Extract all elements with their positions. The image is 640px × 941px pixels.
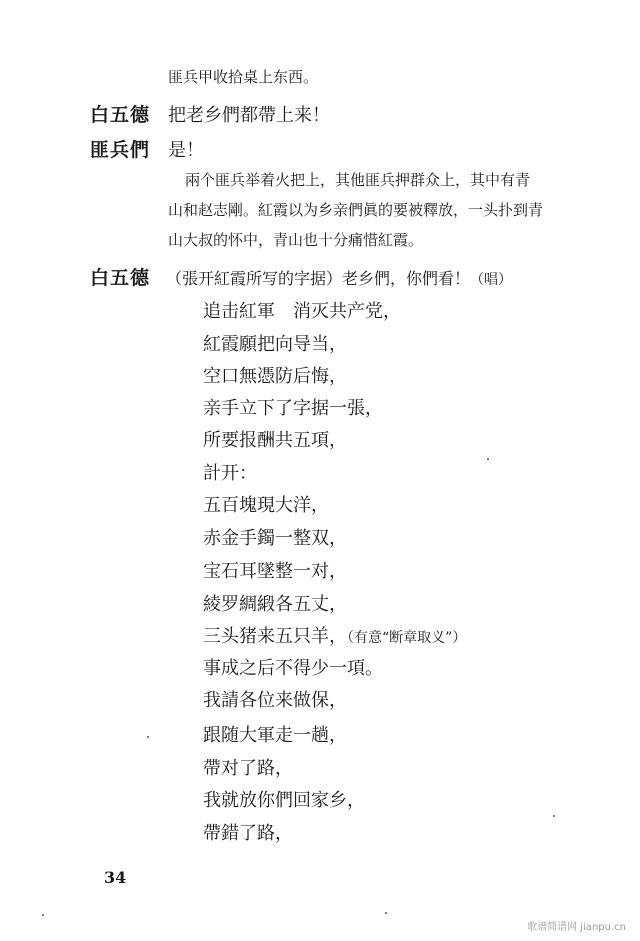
- dialogue-text: 是！: [168, 140, 204, 161]
- verse-text: 三头猪来五只羊，: [203, 626, 347, 647]
- verse-annotation: （有意“断章取义”）: [347, 630, 467, 646]
- scan-speck: [385, 912, 387, 914]
- stage-direction-line: 山大叔的怀中，青山也十分痛惜紅霞。: [168, 231, 424, 249]
- dialogue-text: [166, 271, 512, 287]
- verse-line: 赤金手鐲一整双，: [203, 528, 347, 549]
- speaker-name: 白五德: [90, 104, 151, 126]
- verse-line: 五百塊現大洋，: [203, 495, 329, 516]
- verse-line: 我請各位来做保，: [203, 690, 347, 711]
- verse-line: 所要报酬共五項，: [203, 430, 347, 451]
- verse-line: 我就放你們回家乡，: [203, 790, 365, 811]
- dialogue-text: 把老乡們都帶上来！: [168, 105, 330, 126]
- verse-line: 空口無憑防后悔，: [203, 366, 347, 387]
- verse-line: 帶对了路，: [203, 758, 293, 779]
- watermark: 歌谱简谱网 jianpu.cn: [527, 922, 626, 933]
- stage-direction: 匪兵甲收拾桌上东西。: [168, 68, 319, 86]
- speaker-name: 匪兵們: [90, 139, 151, 161]
- sing-marker: （唱）: [470, 272, 513, 288]
- dialogue-main: （張开紅霞所写的字据）老乡們，你們看！: [166, 269, 471, 288]
- verse-line: 計开：: [203, 463, 257, 484]
- verse-line: 事成之后不得少一項。: [203, 658, 383, 679]
- verse-line: 綾罗綢緞各五丈，: [203, 594, 347, 615]
- verse-line: 紅霞願把向导当，: [203, 334, 347, 355]
- stage-direction-line: 山和赵志剛。紅霞以为乡亲們眞的要被釋放，一头扑到青: [168, 201, 544, 219]
- scan-speck: [487, 458, 489, 460]
- verse-line: 跟随大軍走一趟，: [203, 725, 347, 746]
- verse-line: 帶錯了路，: [203, 823, 293, 844]
- stage-direction-line: 兩个匪兵举着火把上，其他匪兵押群众上，其中有青: [185, 171, 531, 189]
- scan-speck: [42, 914, 44, 916]
- verse-line: 追击紅軍 消灭共产党，: [203, 301, 401, 322]
- verse-line: [203, 628, 466, 646]
- scan-speck: [553, 815, 555, 817]
- verse-line: 亲手立下了字据一張，: [203, 398, 383, 419]
- page-number: 34: [104, 868, 127, 887]
- scan-speck: [147, 736, 149, 738]
- verse-line: 宝石耳墜整一对，: [203, 561, 347, 582]
- speaker-name: 白五德: [90, 267, 151, 289]
